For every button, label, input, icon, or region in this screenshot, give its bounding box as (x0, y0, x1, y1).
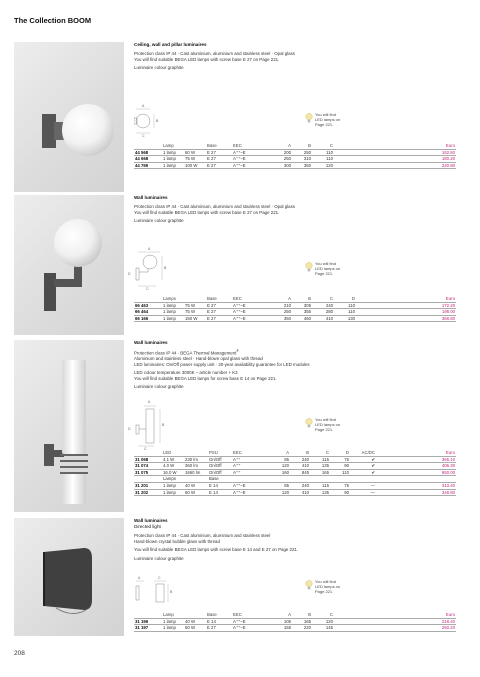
table-cell: A⁺⁺–E (232, 625, 272, 632)
article-number: 31 074 (134, 463, 162, 470)
cylinder-luminaire-illustration (14, 340, 124, 512)
spec-table (134, 296, 456, 322)
led-note-line: Page 221. (315, 588, 334, 594)
globe-bracket-luminaire-illustration (14, 195, 124, 335)
price-cell: 365.10 (412, 456, 456, 463)
table-cell: On/Off (208, 463, 232, 470)
column-header: EEC (232, 612, 272, 618)
description-line (134, 349, 454, 356)
led-note-line: You will find (315, 112, 336, 117)
article-number: 31 068 (134, 456, 162, 463)
price-cell: 172.20 (416, 302, 456, 309)
table-cell: E 14 (208, 489, 232, 496)
dimension-label-c: C (158, 576, 161, 580)
article-number: 44 668 (134, 156, 162, 163)
description-line: Aluminium and stainless steel · Hand-blown opal glass with thread (134, 356, 263, 362)
dimension-drawing-cylinder (134, 405, 168, 449)
table-cell: 150 W (184, 315, 206, 322)
column-header: B (292, 143, 312, 149)
table-cell: 250 (272, 156, 292, 163)
article-number: 31 196 (134, 618, 162, 625)
table-cell: A⁺⁺–E (232, 489, 270, 496)
table-cell: 355 (292, 309, 312, 316)
table-cell: 305 (292, 302, 312, 309)
registered-mark: ® (236, 349, 239, 353)
column-header: Lamps (162, 296, 184, 302)
table-cell: E 27 (206, 149, 232, 156)
table-cell: A⁺⁺–E (232, 309, 272, 316)
column-header: D (334, 296, 356, 302)
table-cell: E 27 (206, 162, 232, 169)
table-cell: On/Off (208, 456, 232, 463)
table-cell: 210 (272, 302, 292, 309)
dimension-label-a: A (138, 576, 141, 580)
description-line: You will find suitable BEGA LED lamps with screw base E 14 and E 27 on Page 221. (134, 547, 299, 553)
column-header: D (330, 450, 350, 456)
article-number: 66 166 (134, 315, 162, 322)
table-row (134, 469, 456, 476)
price-cell: 218.40 (416, 618, 456, 625)
led-note-text (315, 262, 340, 276)
check-icon: ✔ (350, 456, 376, 463)
table-cell: E 27 (206, 309, 232, 316)
table-cell: 240 (290, 456, 310, 463)
luminaire-colour: Luminaire colour graphite (134, 65, 184, 71)
led-note-line: LED lamps on (315, 583, 341, 589)
table-cell: A⁺⁺–E (232, 618, 272, 625)
dimension-label-d: D (128, 427, 131, 431)
table-cell: 1 lamp (162, 489, 184, 496)
table-cell: 40 W (184, 618, 206, 625)
section-description (134, 349, 454, 367)
price-cell: 180.20 (416, 156, 456, 163)
table-cell: A⁺⁺–E (232, 162, 272, 169)
description-line: Protection class IP 44 · Cast aluminium, aluminium and stainless steel · Opal glass (134, 51, 295, 56)
dimension-label-a: A (142, 104, 145, 108)
led-note-line: You will find (315, 579, 336, 584)
table-row (134, 456, 456, 463)
table-cell: — (350, 482, 376, 489)
dimension-drawing-globe (134, 103, 164, 143)
table-cell: 1 lamp (162, 302, 184, 309)
table-cell: 130 (334, 315, 356, 322)
dimension-label-a: A (148, 247, 151, 251)
table-cell: E 27 (206, 315, 232, 322)
table-cell: 845 (290, 469, 310, 476)
table-cell: 85 (270, 482, 290, 489)
directed-light-luminaire-illustration (14, 518, 124, 636)
led-bulb-icon (305, 113, 313, 123)
table-cell: A⁺⁺ (232, 463, 270, 470)
table-cell: 135 (310, 489, 330, 496)
spec-table (134, 450, 456, 496)
description-line: You will find suitable BEGA LED lamps with screw base E 27 on Page 221. (134, 209, 280, 215)
column-header (134, 476, 162, 483)
description-line: Protection class IP 44 · Cast aluminium, aluminium and stainless steel · Opal glass (134, 204, 295, 209)
led-note-line: LED lamps on (315, 265, 341, 271)
table-cell: 110 (312, 156, 334, 163)
spec-table (134, 143, 456, 169)
section-3-info (134, 340, 454, 390)
table-cell: 280 (312, 309, 334, 316)
description-line: LED colour temperature 3000K – article number + K3 (134, 370, 238, 376)
column-header: C (312, 612, 334, 618)
table-cell: 300 (272, 162, 292, 169)
column-header: AC/DC (350, 450, 376, 456)
led-note-text (315, 580, 340, 594)
dimension-drawing (134, 576, 184, 606)
table-cell: 1 lamp (162, 618, 184, 625)
led-bulb-icon (305, 262, 313, 272)
column-header: A (272, 143, 292, 149)
table-cell: 155 (272, 625, 292, 632)
table-cell: 1 lamp (162, 625, 184, 632)
table-row (134, 162, 456, 169)
dimension-label-b: B (170, 590, 173, 594)
table-cell: 310 (292, 156, 312, 163)
table-cell: 410 (312, 315, 334, 322)
dimension-label-b: B (156, 119, 159, 123)
led-note-line: Page 221. (315, 270, 334, 276)
dimension-label-b: B (164, 266, 167, 270)
product-photo-globe-bracket (14, 195, 124, 335)
article-number: 66 463 (134, 302, 162, 309)
table-cell: 90 (330, 489, 350, 496)
column-header: EEC (232, 450, 270, 456)
dimension-drawing-directed (134, 580, 184, 606)
table-cell: 350 (272, 315, 292, 322)
table-cell: 60 W (184, 149, 206, 156)
column-header: A (272, 296, 292, 302)
article-number: 31 075 (134, 469, 162, 476)
page-title: The Collection BOOM (14, 16, 92, 25)
table-cell: 250 (292, 149, 312, 156)
table-cell: 410 (290, 463, 310, 470)
table-cell: 115 (310, 456, 330, 463)
table-cell: 40 W (184, 482, 208, 489)
dimension-drawing (134, 103, 164, 143)
table-cell: 165 (310, 469, 330, 476)
table-row (134, 315, 456, 322)
dimension-label-c: C (146, 287, 149, 291)
led-note-line: Page 221. (315, 426, 334, 432)
description-line: Protection class IP 44 · Cast aluminium, aluminium and stainless steel (134, 533, 271, 538)
section-description (134, 51, 454, 62)
section-heading: Wall luminaires (134, 195, 168, 200)
description-line: You will find suitable BEGA LED lamps with screw base E 27 on Page 221. (134, 56, 280, 62)
section-heading: Wall luminaires (134, 518, 168, 523)
article-number: 44 568 (134, 149, 162, 156)
led-note-line: LED lamps on (315, 421, 341, 427)
table-cell: A⁺⁺–E (232, 149, 272, 156)
section-description (134, 204, 454, 215)
table-cell: A⁺⁺–E (232, 156, 272, 163)
table-cell: 110 (334, 309, 356, 316)
column-header: B (290, 450, 310, 456)
price-cell: 650.00 (412, 469, 456, 476)
table-cell: 145 (312, 625, 334, 632)
price-cell: 162.50 (416, 149, 456, 156)
table-cell: A⁺⁺ (232, 456, 270, 463)
table-row (134, 309, 456, 316)
column-header: A (272, 612, 292, 618)
table-cell: 200 (272, 149, 292, 156)
price-cell: 220.80 (416, 162, 456, 169)
spec-table (134, 612, 456, 632)
table-row (134, 149, 456, 156)
table-cell: 350 (292, 162, 312, 169)
table-cell: E 14 (208, 482, 232, 489)
table-cell: 4.0 W (162, 463, 184, 470)
dimension-drawing-bracket (134, 250, 168, 292)
table-cell: 75 W (184, 309, 206, 316)
section-description-2 (134, 370, 454, 381)
table-cell: 60 W (184, 489, 208, 496)
led-note-line: Page 221. (315, 121, 334, 127)
table-row (134, 156, 456, 163)
dimension-label-c: C (144, 447, 147, 451)
price-cell: 198.00 (416, 309, 456, 316)
globe-luminaire-illustration (14, 42, 124, 192)
column-header: EEC (232, 296, 272, 302)
table-cell: — (350, 489, 376, 496)
table-cell: 240 (290, 482, 310, 489)
table-cell: 120 (270, 489, 290, 496)
table-cell: 110 (312, 149, 334, 156)
table-cell: 100 W (184, 162, 206, 169)
table-cell: 1 lamp (162, 315, 184, 322)
table-cell: E 14 (206, 618, 232, 625)
table-cell: 220 (292, 625, 312, 632)
column-header: Euro (416, 612, 456, 618)
article-number: 31 197 (134, 625, 162, 632)
section-2-info (134, 195, 454, 224)
section-description-2 (134, 547, 454, 553)
table-cell: 75 (330, 482, 350, 489)
table-cell: 4.1 W (162, 456, 184, 463)
table-cell: A⁺⁺–E (232, 482, 270, 489)
table-cell: 250 (272, 309, 292, 316)
table-cell: 135 (310, 463, 330, 470)
column-header: Euro (412, 450, 456, 456)
column-header: PSU (208, 450, 232, 456)
table-cell: 60 W (184, 625, 206, 632)
led-note-line: You will find (315, 417, 336, 422)
column-header (184, 476, 208, 483)
column-header: Euro (416, 143, 456, 149)
table-cell: 85 (270, 456, 290, 463)
column-header: A (270, 450, 290, 456)
table-cell: 120 (270, 463, 290, 470)
led-bulb-icon (305, 418, 313, 428)
table-cell: 165 (292, 618, 312, 625)
table-cell: 410 (290, 489, 310, 496)
dimension-label-c: C (142, 134, 145, 138)
table-cell: 75 W (184, 302, 206, 309)
luminaire-colour: Luminaire colour graphite (134, 384, 184, 390)
table-cell: A⁺⁺–E (232, 315, 272, 322)
column-header: B (292, 296, 312, 302)
section-subheading: Directed light (134, 524, 161, 529)
table-cell: E 27 (206, 156, 232, 163)
table-cell: 110 (330, 469, 350, 476)
table-cell: 1 lamp (162, 156, 184, 163)
dimension-drawing (128, 247, 168, 292)
article-number: 31 201 (134, 482, 162, 489)
price-cell: 368.80 (416, 315, 456, 322)
column-header: Lamp (162, 612, 184, 618)
section-1-info (134, 42, 454, 71)
description-line: LED luminaires: On/Off power supply unit · 20-year availability guarantee for LED modules (134, 361, 310, 367)
article-number: 66 464 (134, 309, 162, 316)
table-cell: E 27 (206, 302, 232, 309)
table-cell: 120 (312, 618, 334, 625)
section-heading: Wall luminaires (134, 340, 168, 345)
product-photo-directed (14, 518, 124, 636)
table-cell: 1660 lm (184, 469, 208, 476)
table-cell: On/Off (208, 469, 232, 476)
dimension-label-a: A (148, 400, 151, 404)
check-icon: ✔ (350, 469, 376, 476)
table-cell: 105 (272, 618, 292, 625)
table-cell: 240 (312, 302, 334, 309)
table-row (134, 489, 456, 496)
led-bulb-icon (305, 580, 313, 590)
description-line: You will find suitable BEGA LED lamps for screw base E 14 on Page 221. (134, 375, 277, 381)
column-header: Euro (416, 296, 456, 302)
table-cell: 16.0 W (162, 469, 184, 476)
price-cell: 406.30 (412, 463, 456, 470)
article-number: 31 202 (134, 489, 162, 496)
column-header: C (312, 296, 334, 302)
column-header: Base (208, 476, 232, 483)
product-photo-cylinder (14, 340, 124, 512)
price-cell: 348.80 (412, 489, 456, 496)
column-header: C (312, 143, 334, 149)
table-row (134, 302, 456, 309)
table-cell: 120 (312, 162, 334, 169)
table-cell: 160 (270, 469, 290, 476)
price-cell: 250.20 (416, 625, 456, 632)
dimension-label-d: D (128, 272, 131, 276)
section-heading: Ceiling, wall and pillar luminaires (134, 42, 207, 47)
description-line: Hand-blown crystal bubble glass with thread (134, 538, 220, 544)
table-subheader-row (134, 476, 456, 483)
table-row (134, 625, 456, 632)
column-header: Lamps (162, 476, 184, 483)
table-cell: 75 W (184, 156, 206, 163)
page-number: 208 (14, 650, 25, 657)
description-text: Protection class IP 44 · BEGA Thermal Management (134, 350, 237, 356)
table-row (134, 618, 456, 625)
table-cell: 75 (330, 456, 350, 463)
luminaire-colour: Luminaire colour graphite (134, 555, 184, 561)
column-header: C (310, 450, 330, 456)
table-cell: 1 lamp (162, 149, 184, 156)
section-description (134, 533, 454, 544)
table-cell: 110 (334, 302, 356, 309)
led-note-text (315, 113, 340, 127)
dimension-label-b: B (162, 423, 165, 427)
check-icon: ✔ (350, 463, 376, 470)
table-cell: 360 lm (184, 463, 208, 470)
column-header: LED (162, 450, 184, 456)
table-cell: 90 (330, 463, 350, 470)
column-header: Base (206, 143, 232, 149)
table-row (134, 482, 456, 489)
product-photo-globe-wall (14, 42, 124, 192)
table-cell: A⁺⁺–E (232, 302, 272, 309)
article-number: 44 769 (134, 162, 162, 169)
table-cell: 1 lamp (162, 309, 184, 316)
column-header: Base (206, 296, 232, 302)
column-header: B (292, 612, 312, 618)
dimension-drawing (128, 400, 168, 451)
table-cell: E 27 (206, 625, 232, 632)
led-note-text (315, 418, 340, 432)
table-row (134, 463, 456, 470)
led-note-line: LED lamps on (315, 116, 341, 122)
price-cell: 313.40 (412, 482, 456, 489)
table-cell: 1 lamp (162, 162, 184, 169)
table-cell: 460 (292, 315, 312, 322)
column-header: EEC (232, 143, 272, 149)
led-note-line: You will find (315, 261, 336, 266)
column-header: Base (206, 612, 232, 618)
table-cell: 115 (310, 482, 330, 489)
column-header: Lamp (162, 143, 184, 149)
section-4-info (134, 518, 454, 561)
table-cell: A⁺⁺ (232, 469, 270, 476)
table-cell: 230 lm (184, 456, 208, 463)
table-cell: 1 lamp (162, 482, 184, 489)
luminaire-colour: Luminaire colour graphite (134, 218, 184, 224)
